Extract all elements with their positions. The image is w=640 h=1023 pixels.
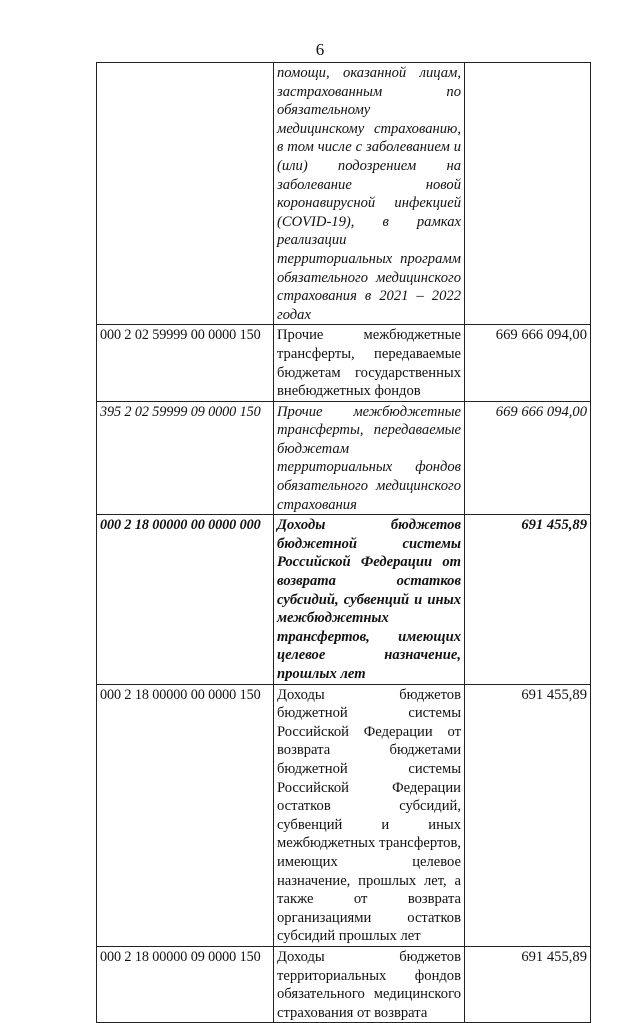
revenue-name-cell: Прочие межбюджетные трансферты, передаваемые бюджетам государственных внебюджетных фондов xyxy=(274,325,465,401)
revenue-name-cell: Доходы бюджетов территориальных фондов обязательного медицинского страхования от возврата xyxy=(274,946,465,1022)
revenue-name-cell: Прочие межбюджетные трансферты, передаваемые бюджетам территориальных фондов обязательного медицинского страхования xyxy=(274,401,465,515)
amount-cell xyxy=(465,63,591,325)
revenue-name-cell: Доходы бюджетов бюджетной системы Российской Федерации от возврата остатков субсидий, субвенций и иных межбюджетных трансфертов, имеющих целевое назначение, прошлых лет xyxy=(274,515,465,684)
table-row xyxy=(97,325,591,401)
budget-code-cell: 000 2 18 00000 00 0000 000 xyxy=(97,515,274,684)
amount-cell: 691 455,89 xyxy=(465,515,591,684)
budget-code-cell: 000 2 02 59999 00 0000 150 xyxy=(97,325,274,401)
table-row xyxy=(97,63,591,325)
amount-cell: 669 666 094,00 xyxy=(465,325,591,401)
table-row xyxy=(97,946,591,1022)
budget-code-cell: 000 2 18 00000 00 0000 150 xyxy=(97,684,274,946)
page-number: 6 xyxy=(315,40,325,59)
budget-code-cell: 000 2 18 00000 09 0000 150 xyxy=(97,946,274,1022)
amount-cell: 691 455,89 xyxy=(465,684,591,946)
revenue-name-cell: помощи, оказанной лицам, застрахованным по обязательному медицинскому страхованию, в том числе с заболеванием и (или) подозрением на заболевание новой коронавирусной инфекцией (COVID-19), в рамках реализации территориальных программ обязательного медицинского страхования в 2021 – 2022 годах xyxy=(274,63,465,325)
budget-revenue-table xyxy=(96,62,591,1023)
table-row xyxy=(97,401,591,515)
table-row xyxy=(97,515,591,684)
amount-cell: 691 455,89 xyxy=(465,946,591,1022)
table-row xyxy=(97,684,591,946)
amount-cell: 669 666 094,00 xyxy=(465,401,591,515)
revenue-name-cell: Доходы бюджетов бюджетной системы Российской Федерации от возврата бюджетами бюджетной системы Российской Федерации остатков субсидий, субвенций и иных межбюджетных трансфертов, имеющих целевое назначение, прошлых лет, а также от возврата организациями остатков субсидий прошлых лет xyxy=(274,684,465,946)
budget-code-cell: 395 2 02 59999 09 0000 150 xyxy=(97,401,274,515)
budget-code-cell xyxy=(97,63,274,325)
